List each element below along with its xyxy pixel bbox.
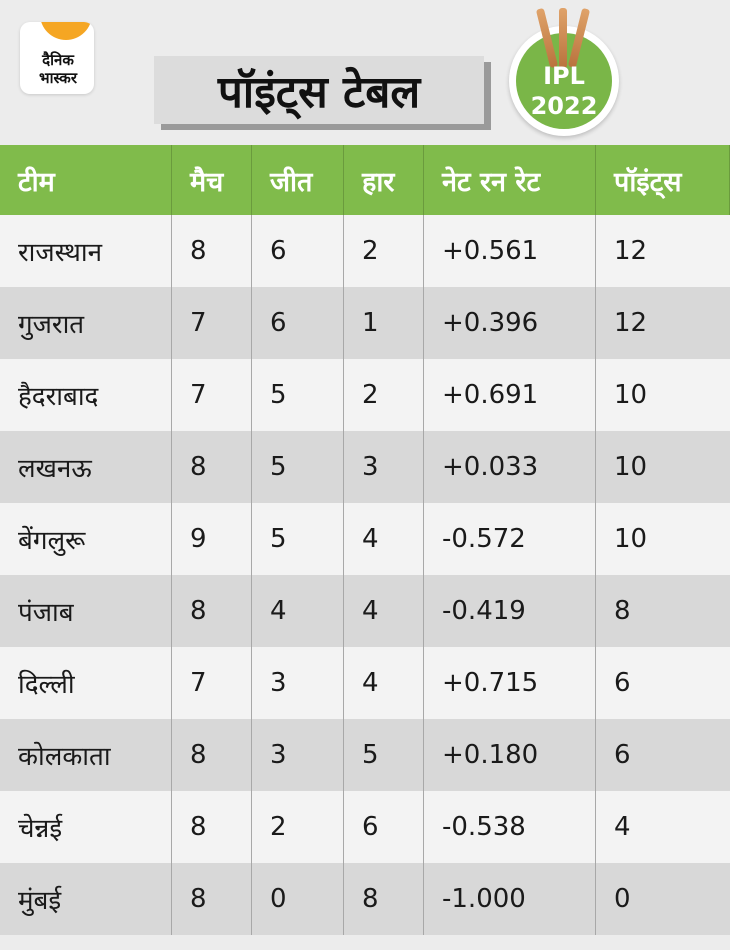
won-cell: 5 — [252, 503, 344, 575]
lost-cell: 6 — [344, 791, 424, 863]
team-name: लखनऊ — [0, 431, 172, 503]
column-header-won: जीत — [252, 145, 344, 215]
nrr-cell: +0.715 — [424, 647, 596, 719]
badge-year: 2022 — [530, 92, 598, 120]
points-cell: 10 — [614, 380, 648, 410]
page-title: पॉइंट्स टेबल — [154, 56, 484, 124]
lost-cell: 2 — [344, 359, 424, 431]
column-header-points: पॉइंट्स — [596, 145, 730, 215]
points-cell: 0 — [614, 884, 631, 914]
lost-cell: 2 — [344, 215, 424, 287]
column-header-matches: मैच — [172, 145, 252, 215]
won-cell: 3 — [252, 719, 344, 791]
header — [0, 0, 730, 145]
won-cell: 2 — [252, 791, 344, 863]
matches-cell: 9 — [172, 503, 252, 575]
sun-icon — [40, 22, 92, 40]
column-header-team: टीम — [0, 145, 172, 215]
matches-cell: 7 — [172, 287, 252, 359]
matches-cell: 8 — [172, 215, 252, 287]
won-cell: 4 — [252, 575, 344, 647]
team-name: दिल्ली — [0, 647, 172, 719]
badge-ipl-text: IPL — [543, 62, 585, 90]
table-row — [0, 791, 730, 863]
matches-cell: 8 — [172, 791, 252, 863]
table-row — [0, 431, 730, 503]
team-name: गुजरात — [0, 287, 172, 359]
table-row — [0, 863, 730, 935]
lost-cell: 4 — [344, 575, 424, 647]
points-cell: 12 — [614, 236, 648, 266]
matches-cell: 7 — [172, 647, 252, 719]
table-row — [0, 719, 730, 791]
nrr-cell: -1.000 — [424, 863, 596, 935]
table-row — [0, 503, 730, 575]
team-name: चेन्नई — [0, 791, 172, 863]
matches-cell: 8 — [172, 431, 252, 503]
table-header-row — [0, 145, 730, 215]
points-cell: 8 — [614, 596, 631, 626]
nrr-cell: -0.538 — [424, 791, 596, 863]
points-cell: 4 — [614, 812, 631, 842]
table-row — [0, 359, 730, 431]
lost-cell: 3 — [344, 431, 424, 503]
won-cell: 6 — [252, 287, 344, 359]
dainik-bhaskar-logo — [20, 22, 94, 94]
points-cell: 10 — [614, 524, 648, 554]
matches-cell: 7 — [172, 359, 252, 431]
team-name: बेंगलुरू — [0, 503, 172, 575]
lost-cell: 1 — [344, 287, 424, 359]
team-name: कोलकाता — [0, 719, 172, 791]
points-table — [0, 145, 730, 935]
won-cell: 0 — [252, 863, 344, 935]
ipl-2022-badge — [509, 26, 623, 136]
nrr-cell: +0.396 — [424, 287, 596, 359]
won-cell: 5 — [252, 359, 344, 431]
matches-cell: 8 — [172, 719, 252, 791]
logo-line-1: दैनिक — [42, 51, 74, 69]
team-name: मुंबई — [0, 863, 172, 935]
column-header-lost: हार — [344, 145, 424, 215]
won-cell: 5 — [252, 431, 344, 503]
team-name: राजस्थान — [0, 215, 172, 287]
points-cell: 12 — [614, 308, 648, 338]
points-cell: 6 — [614, 740, 631, 770]
table-row — [0, 575, 730, 647]
nrr-cell: +0.180 — [424, 719, 596, 791]
matches-cell: 8 — [172, 575, 252, 647]
nrr-cell: +0.561 — [424, 215, 596, 287]
won-cell: 3 — [252, 647, 344, 719]
stump-icon — [559, 8, 567, 68]
lost-cell: 4 — [344, 647, 424, 719]
nrr-cell: +0.033 — [424, 431, 596, 503]
points-cell: 6 — [614, 668, 631, 698]
team-name: हैदराबाद — [0, 359, 172, 431]
lost-cell: 8 — [344, 863, 424, 935]
table-row — [0, 215, 730, 287]
nrr-cell: +0.691 — [424, 359, 596, 431]
team-name: पंजाब — [0, 575, 172, 647]
points-cell: 10 — [614, 452, 648, 482]
table-row — [0, 287, 730, 359]
matches-cell: 8 — [172, 863, 252, 935]
table-row — [0, 647, 730, 719]
nrr-cell: -0.419 — [424, 575, 596, 647]
won-cell: 6 — [252, 215, 344, 287]
column-header-net-run-rate: नेट रन रेट — [424, 145, 596, 215]
nrr-cell: -0.572 — [424, 503, 596, 575]
logo-line-2: भास्कर — [39, 69, 77, 87]
lost-cell: 4 — [344, 503, 424, 575]
lost-cell: 5 — [344, 719, 424, 791]
